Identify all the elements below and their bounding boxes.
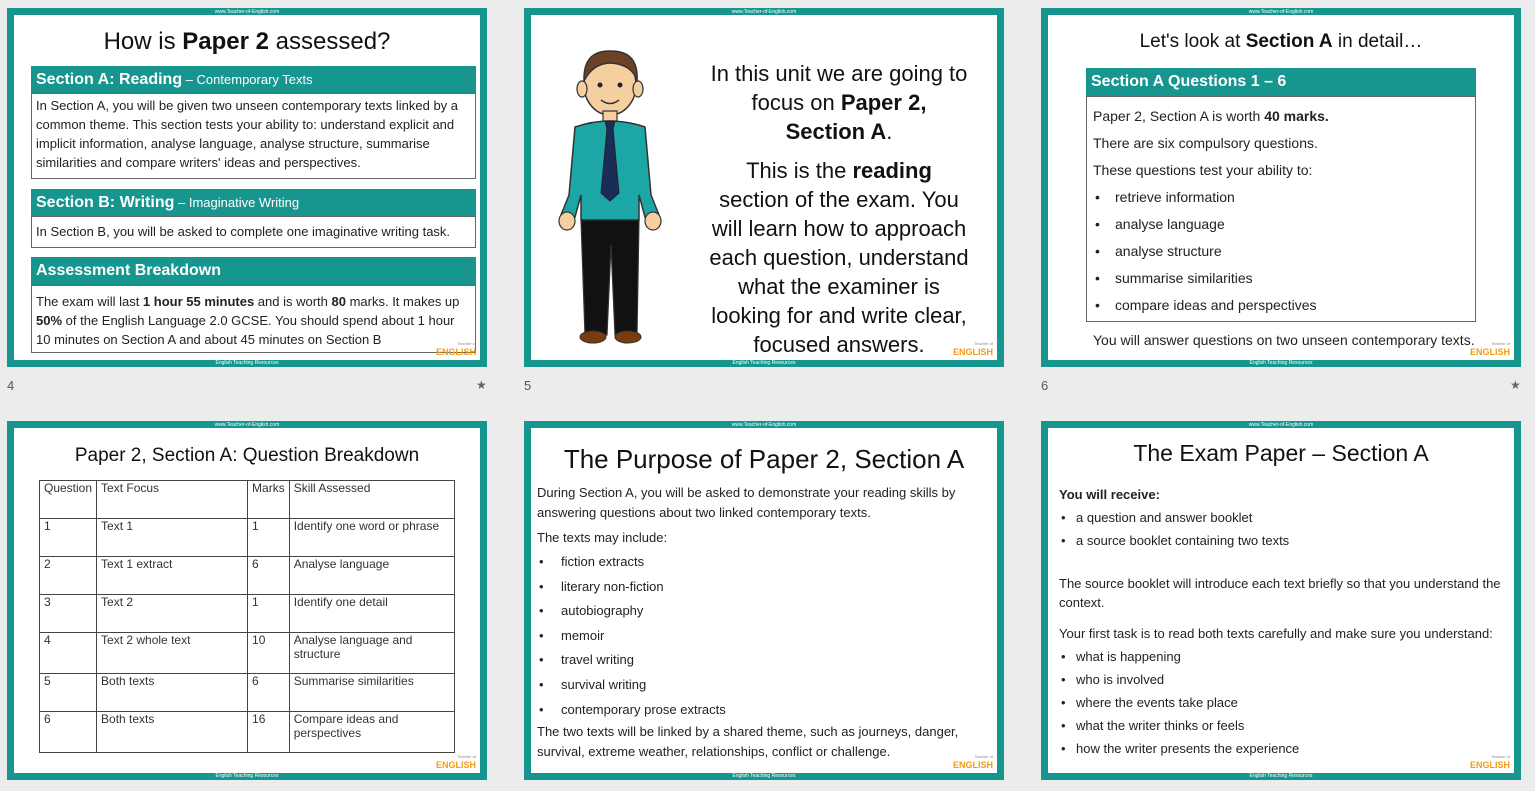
slide-6-thumbnail[interactable] bbox=[1041, 8, 1521, 367]
table-row bbox=[40, 595, 455, 633]
list-item: • fiction extracts bbox=[537, 550, 987, 575]
list-item: • literary non-fiction bbox=[537, 575, 987, 600]
table-cell: 2 bbox=[40, 557, 97, 595]
list-item: • memoir bbox=[537, 624, 987, 649]
site-url: www.Teacher-of-English.com bbox=[214, 422, 280, 428]
questions-content bbox=[1093, 103, 1469, 319]
intro-paragraph-1: In this unit we are going to focus on Paper 2, Section A. bbox=[710, 61, 968, 144]
slide-5-thumbnail[interactable] bbox=[524, 8, 1004, 367]
star-icon[interactable]: ★ bbox=[476, 378, 487, 392]
slide-title: Let's look at Section A in detail… bbox=[1139, 31, 1423, 52]
understand-list bbox=[1059, 645, 1509, 760]
header-cell: Question bbox=[40, 481, 97, 519]
list-item: • where the events take place bbox=[1059, 691, 1509, 714]
teacher-of-english-logo: Teacher of ENGLISH bbox=[1469, 341, 1510, 357]
site-url: www.Teacher-of-English.com bbox=[214, 9, 280, 15]
table-row bbox=[40, 712, 455, 753]
worth-line: Paper 2, Section A is worth 40 marks. bbox=[1093, 108, 1329, 124]
star-icon[interactable]: ★ bbox=[1510, 378, 1521, 392]
text-types-list bbox=[537, 550, 987, 722]
footer-text: English Teaching Resources bbox=[215, 773, 279, 779]
header-cell: Skill Assessed bbox=[289, 481, 454, 519]
table-cell: Both texts bbox=[97, 712, 248, 753]
table-cell: 6 bbox=[248, 557, 290, 595]
table-cell: Both texts bbox=[97, 674, 248, 712]
slide-number-4: 4 bbox=[7, 378, 15, 393]
table-header-row bbox=[40, 481, 455, 519]
table-cell: 6 bbox=[248, 674, 290, 712]
section-b-text: In Section B, you will be asked to complete one imaginative writing task. bbox=[36, 224, 451, 239]
assessment-breakdown-box bbox=[31, 285, 476, 353]
table-cell: 6 bbox=[40, 712, 97, 753]
slide-title: How is Paper 2 assessed? bbox=[103, 28, 391, 55]
table-cell: Text 1 extract bbox=[97, 557, 248, 595]
skills-list bbox=[1093, 184, 1469, 319]
list-item: • how the writer presents the experience bbox=[1059, 737, 1509, 760]
list-item: • analyse structure bbox=[1093, 238, 1469, 265]
table-cell: 10 bbox=[248, 633, 290, 674]
table-cell: 3 bbox=[40, 595, 97, 633]
list-item: • a question and answer booklet bbox=[1059, 506, 1509, 529]
site-url: www.Teacher-of-English.com bbox=[731, 9, 797, 15]
list-item: • analyse language bbox=[1093, 211, 1469, 238]
source-booklet-text: The source booklet will introduce each text briefly so that you understand the context. bbox=[1059, 576, 1501, 610]
table-cell: 16 bbox=[248, 712, 290, 753]
assessment-breakdown-header: Assessment Breakdown bbox=[31, 257, 476, 285]
teacher-of-english-logo: Teacher of ENGLISH bbox=[1469, 754, 1510, 770]
compulsory-line: There are six compulsory questions. bbox=[1093, 135, 1318, 151]
slide-4-thumbnail[interactable] bbox=[7, 8, 487, 367]
footer-text: English Teaching Resources bbox=[1249, 360, 1313, 366]
lead-text: The texts may include: bbox=[537, 530, 668, 545]
section-b-box bbox=[31, 216, 476, 248]
intro-paragraph-2: This is the reading section of the exam. You will learn how to approach each question, understand what the examiner is looking for and write clear, focused answers. bbox=[709, 158, 969, 357]
header-cell: Text Focus bbox=[97, 481, 248, 519]
slide-title: The Exam Paper – Section A bbox=[1133, 440, 1429, 466]
table-cell: Identify one detail bbox=[289, 595, 454, 633]
table-row bbox=[40, 557, 455, 595]
slide-number-6: 6 bbox=[1041, 378, 1049, 393]
list-item: • a source booklet containing two texts bbox=[1059, 529, 1509, 552]
table-cell: Identify one word or phrase bbox=[289, 519, 454, 557]
intro-text: During Section A, you will be asked to demonstrate your reading skills by answering questions about two linked contemporary texts. bbox=[537, 485, 956, 520]
list-item: • contemporary prose extracts bbox=[537, 698, 987, 723]
table-cell: Text 2 whole text bbox=[97, 633, 248, 674]
unseen-texts-note: You will answer questions on two unseen contemporary texts. bbox=[1093, 332, 1475, 348]
site-url: www.Teacher-of-English.com bbox=[1248, 422, 1314, 428]
list-item: • survival writing bbox=[537, 673, 987, 698]
table-cell: Summarise similarities bbox=[289, 674, 454, 712]
table-cell: 1 bbox=[248, 595, 290, 633]
table-cell: Text 2 bbox=[97, 595, 248, 633]
site-url: www.Teacher-of-English.com bbox=[731, 422, 797, 428]
section-a-header: Section A: Reading – Contemporary Texts bbox=[31, 66, 476, 93]
questions-header: Section A Questions 1 – 6 bbox=[1086, 68, 1476, 96]
outro-text: The two texts will be linked by a shared theme, such as journeys, danger, survival, extreme weather, relationships, conflict or challenge. bbox=[537, 724, 959, 760]
slide-9-thumbnail[interactable] bbox=[1041, 421, 1521, 780]
list-item: • summarise similarities bbox=[1093, 265, 1469, 292]
slide-8-thumbnail[interactable] bbox=[524, 421, 1004, 780]
table-cell: Compare ideas and perspectives bbox=[289, 712, 454, 753]
list-item: • autobiography bbox=[537, 599, 987, 624]
receive-list bbox=[1059, 506, 1509, 552]
list-item: • compare ideas and perspectives bbox=[1093, 292, 1469, 319]
table-cell: 4 bbox=[40, 633, 97, 674]
table-cell: Analyse language bbox=[289, 557, 454, 595]
footer-text: English Teaching Resources bbox=[732, 773, 796, 779]
question-breakdown-table bbox=[39, 480, 455, 753]
slide-7-thumbnail[interactable] bbox=[7, 421, 487, 780]
footer-text: English Teaching Resources bbox=[1249, 773, 1313, 779]
list-item: • who is involved bbox=[1059, 668, 1509, 691]
teacher-of-english-logo: Teacher of ENGLISH bbox=[435, 754, 476, 770]
table-cell: Analyse language and structure bbox=[289, 633, 454, 674]
first-task-text: Your first task is to read both texts carefully and make sure you understand: bbox=[1059, 626, 1493, 641]
table-row bbox=[40, 674, 455, 712]
teacher-of-english-logo: Teacher of ENGLISH bbox=[952, 754, 993, 770]
table-cell: Text 1 bbox=[97, 519, 248, 557]
footer-text: English Teaching Resources bbox=[215, 360, 279, 366]
slide-number-5: 5 bbox=[524, 378, 532, 393]
table-cell: 5 bbox=[40, 674, 97, 712]
list-item: • retrieve information bbox=[1093, 184, 1469, 211]
receive-heading: You will receive: bbox=[1059, 487, 1160, 502]
slide-title: The Purpose of Paper 2, Section A bbox=[563, 444, 965, 474]
purpose-content bbox=[537, 483, 987, 762]
table-cell: 1 bbox=[40, 519, 97, 557]
site-url: www.Teacher-of-English.com bbox=[1248, 9, 1314, 15]
ability-line: These questions test your ability to: bbox=[1093, 162, 1313, 178]
slide-title: Paper 2, Section A: Question Breakdown bbox=[74, 445, 420, 466]
header-cell: Marks bbox=[248, 481, 290, 519]
table-row bbox=[40, 519, 455, 557]
assessment-breakdown-text: The exam will last 1 hour 55 minutes and is worth 80 marks. It makes up 50% of the English Language 2.0 GCSE. You should spend about 1 hour 10 minutes on Section A and about 45 minutes on Section B bbox=[36, 294, 460, 347]
table-row bbox=[40, 633, 455, 674]
section-a-text: In Section A, you will be given two unseen contemporary texts linked by a common theme. This section tests your ability to: understand explicit and implicit information, analyse language, analyse structure, summarise similarities and compare writers' ideas and perspectives. bbox=[36, 98, 459, 170]
list-item: • travel writing bbox=[537, 648, 987, 673]
teacher-of-english-logo: Teacher of ENGLISH bbox=[435, 341, 476, 357]
section-b-header: Section B: Writing – Imaginative Writing bbox=[31, 189, 476, 216]
footer-text: English Teaching Resources bbox=[732, 360, 796, 366]
table-cell: 1 bbox=[248, 519, 290, 557]
teacher-cartoon-illustration bbox=[553, 45, 673, 345]
list-item: • what is happening bbox=[1059, 645, 1509, 668]
teacher-of-english-logo: Teacher of ENGLISH bbox=[952, 341, 993, 357]
section-a-box bbox=[31, 93, 476, 179]
exam-paper-content bbox=[1059, 483, 1509, 760]
list-item: • what the writer thinks or feels bbox=[1059, 714, 1509, 737]
questions-box bbox=[1086, 96, 1476, 322]
